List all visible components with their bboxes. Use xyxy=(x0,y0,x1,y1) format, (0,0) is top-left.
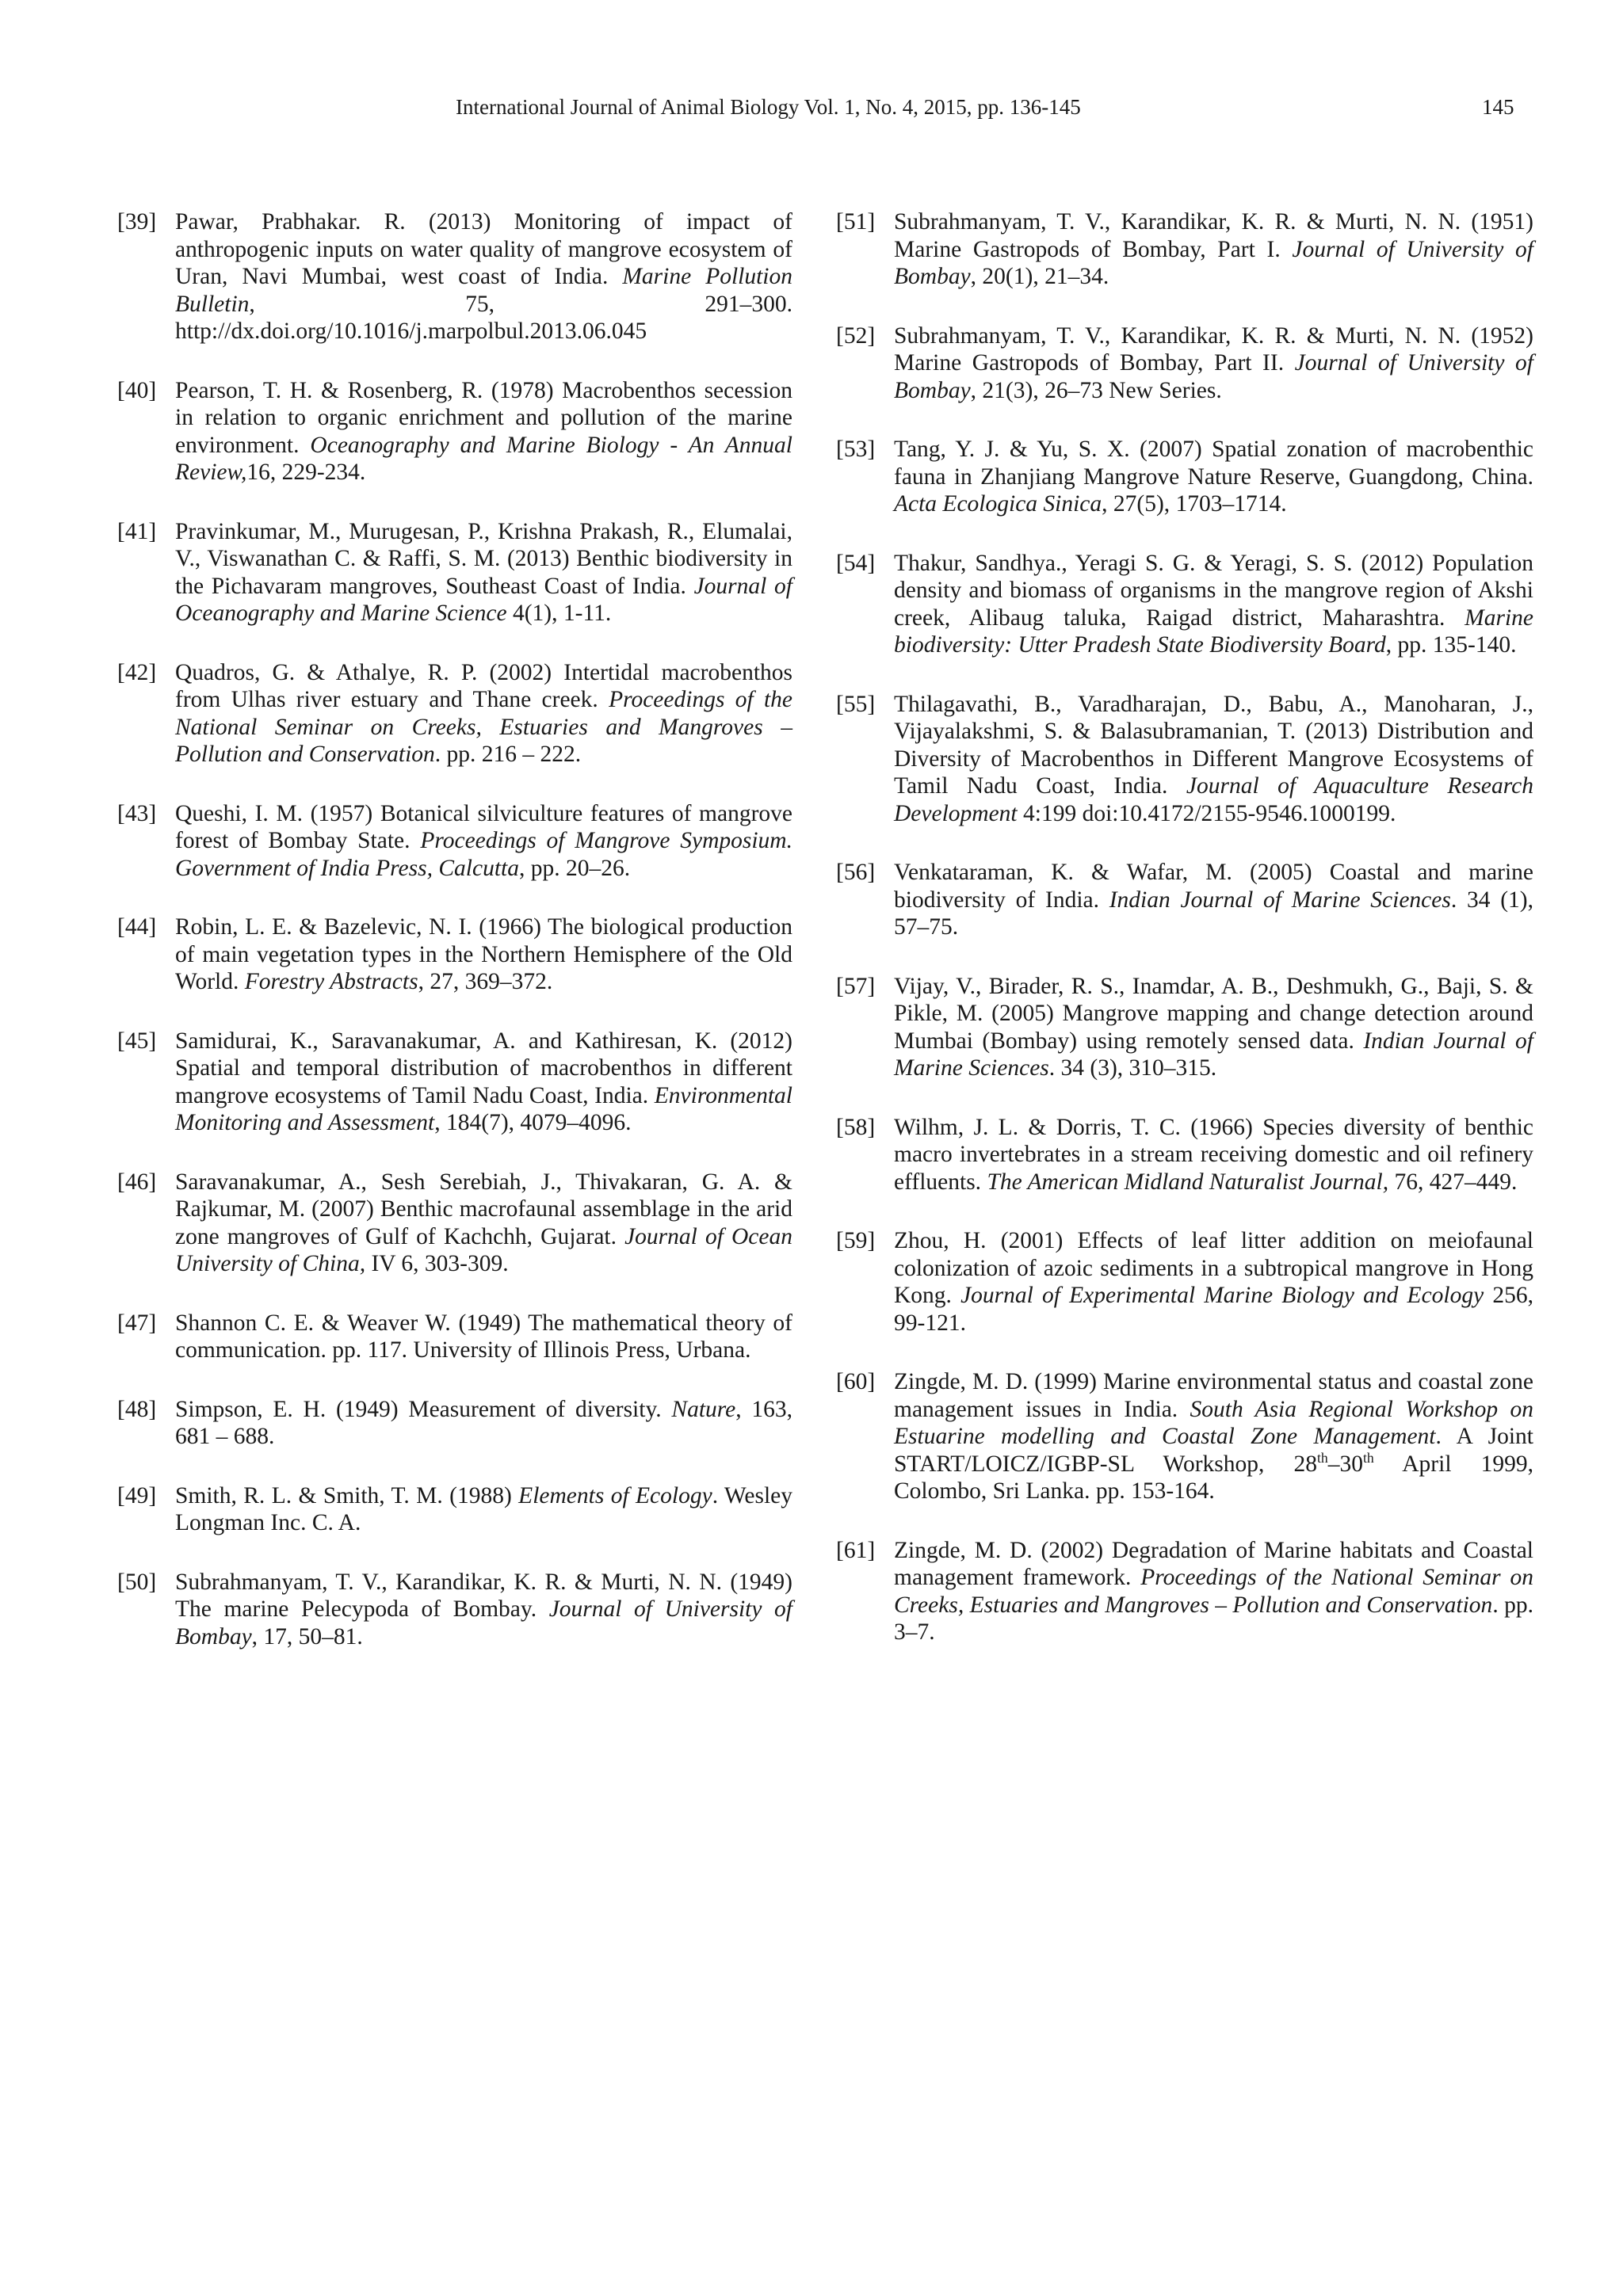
page-number: 145 xyxy=(1482,95,1514,119)
reference-number: [44] xyxy=(117,914,157,940)
reference-number: [60] xyxy=(836,1369,876,1394)
reference-number: [49] xyxy=(117,1482,157,1508)
reference-number: [48] xyxy=(117,1396,157,1422)
reference-number: [47] xyxy=(117,1310,157,1336)
reference-50: [50] Subrahmanyam, T. V., Karandikar, K. R. & Murti, N. N. (1949) The marine Pelecypoda of Bombay. Journal of University of Bombay, 17, 50–81. xyxy=(117,1569,792,1650)
reference-number: [58] xyxy=(836,1114,876,1140)
reference-number: [40] xyxy=(117,377,157,403)
source-title: South Asia Regional Workshop on Estuarine modelling and Coastal Zone Management xyxy=(894,1396,1533,1449)
reference-48: [48] Simpson, E. H. (1949) Measurement of diversity. Nature, 163, 681 – 688. xyxy=(117,1396,792,1449)
reference-40: [40] Pearson, T. H. & Rosenberg, R. (1978) Macrobenthos secession in relation to organic enrichment and pollution of the marine environment. Oceanography and Marine Biology - An Annual Review,16, 229-234. xyxy=(117,377,792,485)
reference-60: [60] Zingde, M. D. (1999) Marine environmental status and coastal zone management issues in India. South Asia Regional Workshop on Estuarine modelling and Coastal Zone Management. A Joint START/LOICZ/IGBP-SL Workshop, 28th–30th April 1999, Colombo, Sri Lanka. pp. 153-164. xyxy=(836,1369,1534,1504)
reference-49: [49] Smith, R. L. & Smith, T. M. (1988) Elements of Ecology. Wesley Longman Inc. C. A. xyxy=(117,1482,793,1535)
source-title: Elements of Ecology xyxy=(518,1482,712,1508)
source-title: Journal of Oceanography and Marine Science xyxy=(175,573,792,626)
source-title: Proceedings of the National Seminar on Creeks, Estuaries and Mangroves – Pollution and Conservation xyxy=(175,687,792,767)
reference-52: [52] Subrahmanyam, T. V., Karandikar, K. R. & Murti, N. N. (1952) Marine Gastropods of Bombay, Part II. Journal of University of Bombay, 21(3), 26–73 New Series. xyxy=(836,322,1533,403)
source-title: The American Midland Naturalist Journal, xyxy=(987,1169,1389,1195)
reference-number: [43] xyxy=(117,800,157,826)
reference-54: [54] Thakur, Sandhya., Yeragi S. G. & Yeragi, S. S. (2012) Population density and biomass of organisms in the mangrove region of Akshi creek, Alibaug taluka, Raigad district, Maharashtra. Marine biodiversity: Utter Pradesh State Biodiversity Board, pp. 135-140. xyxy=(836,550,1533,658)
reference-45: [45] Samidurai, K., Saravanakumar, A. and Kathiresan, K. (2012) Spatial and temporal distribution of macrobenthos in different mangrove ecosystems of Tamil Nadu Coast, India. Environmental Monitoring and Assessment, 184(7), 4079–4096. xyxy=(117,1028,792,1135)
reference-44: [44] Robin, L. E. & Bazelevic, N. I. (1966) The biological production of main vegetation types in the Northern Hemisphere of the Old World. Forestry Abstracts, 27, 369–372. xyxy=(117,914,792,994)
reference-number: [39] xyxy=(117,209,157,235)
reference-number: [45] xyxy=(117,1028,157,1054)
reference-number: [56] xyxy=(836,860,876,885)
reference-39: [39] Pawar, Prabhakar. R. (2013) Monitoring of impact of anthropogenic inputs on water quality of mangrove ecosystem of Uran, Navi Mumbai, west coast of India. Marine Pollution Bulletin, 75, 291–300. http://dx.doi.org/10.1016/j.marpolbul.2013.06.045 xyxy=(117,209,792,344)
source-title: Acta Ecologica Sinica xyxy=(894,491,1102,517)
reference-number: [52] xyxy=(836,322,876,349)
source-title: Journal of Aquaculture Research Development xyxy=(894,773,1533,826)
reference-number: [53] xyxy=(836,437,876,462)
reference-55: [55] Thilagavathi, B., Varadharajan, D., Babu, A., Manoharan, J., Vijayalakshmi, S. & Balasubramanian, T. (2013) Distribution and Diversity of Macrobenthos in Different Mangrove Ecosystems of Tamil Nadu Coast, India. Journal of Aquaculture Research Development 4:199 doi:10.4172/2155-9546.1000199. xyxy=(836,691,1533,826)
reference-number: [54] xyxy=(836,550,876,576)
source-title: Journal of University of Bombay xyxy=(894,350,1533,403)
reference-51: [51] Subrahmanyam, T. V., Karandikar, K. R. & Murti, N. N. (1951) Marine Gastropods of Bombay, Part I. Journal of University of Bombay, 20(1), 21–34. xyxy=(836,209,1533,289)
reference-58: [58] Wilhm, J. L. & Dorris, T. C. (1966) Species diversity of benthic macro invertebrates in a stream receiving domestic and oil refinery effluents. The American Midland Naturalist Journal, 76, 427–449. xyxy=(836,1114,1533,1195)
source-title: Oceanography and Marine Biology - An Annual Review, xyxy=(175,432,792,485)
reference-46: [46] Saravanakumar, A., Sesh Serebiah, J., Thivakaran, G. A. & Rajkumar, M. (2007) Benthic macrofaunal assemblage in the arid zone mangroves of Gulf of Kachchh, Gujarat. Journal of Ocean University of China, IV 6, 303-309. xyxy=(117,1169,792,1276)
source-title: Proceedings of the National Seminar on Creeks, Estuaries and Mangroves – Pollution and Conservation xyxy=(894,1565,1534,1618)
reference-43: [43] Queshi, I. M. (1957) Botanical silviculture features of mangrove forest of Bombay State. Proceedings of Mangrove Symposium. Government of India Press, Calcutta, pp. 20–26. xyxy=(117,800,792,881)
reference-number: [46] xyxy=(117,1169,157,1195)
reference-61: [61] Zingde, M. D. (2002) Degradation of Marine habitats and Coastal management framework. Proceedings of the National Seminar on Creeks, Estuaries and Mangroves – Pollution and Conservation. pp. 3–7. xyxy=(836,1537,1534,1645)
reference-41: [41] Pravinkumar, M., Murugesan, P., Krishna Prakash, R., Elumalai, V., Viswanathan C. & Raffi, S. M. (2013) Benthic biodiversity in the Pichavaram mangroves, Southeast Coast of India. Journal of Oceanography and Marine Science 4(1), 1-11. xyxy=(117,518,792,626)
reference-56: [56] Venkataraman, K. & Wafar, M. (2005) Coastal and marine biodiversity of India. Indian Journal of Marine Sciences. 34 (1), 57–75. xyxy=(836,860,1533,940)
reference-59: [59] Zhou, H. (2001) Effects of leaf litter addition on meiofaunal colonization of azoic sediments in a subtropical mangrove in Hong Kong. Journal of Experimental Marine Biology and Ecology 256, 99-121. xyxy=(836,1228,1534,1336)
source-title: Marine Pollution Bulletin xyxy=(175,264,792,317)
reference-number: [59] xyxy=(836,1228,876,1253)
reference-number: [61] xyxy=(836,1537,876,1563)
source-title: Indian Journal of Marine Sciences xyxy=(894,1028,1533,1081)
reference-number: [50] xyxy=(117,1569,157,1595)
source-title: Journal of Ocean University of China, xyxy=(175,1223,792,1276)
source-title: Proceedings of Mangrove Symposium. Government of India Press, Calcutta xyxy=(175,828,792,881)
reference-number: [41] xyxy=(117,518,157,544)
ordinal-suffix: th xyxy=(1363,1449,1374,1466)
reference-47: [47] Shannon C. E. & Weaver W. (1949) The mathematical theory of communication. pp. 117. University of Illinois Press, Urbana. xyxy=(117,1310,792,1363)
source-title: Indian Journal of Marine Sciences xyxy=(1109,887,1451,913)
references-left-column xyxy=(117,208,792,1682)
source-title: Environmental Monitoring and Assessment xyxy=(175,1082,792,1135)
source-title: Journal of University of Bombay xyxy=(894,236,1533,289)
reference-number: [55] xyxy=(836,691,876,717)
source-title: Nature xyxy=(671,1396,736,1422)
reference-number: [57] xyxy=(836,973,876,999)
source-title: Marine biodiversity: Utter Pradesh State Biodiversity Board xyxy=(894,605,1533,658)
reference-number: [51] xyxy=(836,209,876,235)
ordinal-suffix: th xyxy=(1316,1449,1328,1466)
reference-57: [57] Vijay, V., Birader, R. S., Inamdar, A. B., Deshmukh, G., Baji, S. & Pikle, M. (2005) Mangrove mapping and change detection around Mumbai (Bombay) using remotely sensed data. Indian Journal of Marine Sciences. 34 (3), 310–315. xyxy=(836,973,1533,1081)
source-title: Forestry Abstracts xyxy=(244,969,418,994)
source-title: Journal of University of Bombay xyxy=(175,1596,792,1650)
reference-53: [53] Tang, Y. J. & Yu, S. X. (2007) Spatial zonation of macrobenthic fauna in Zhanjiang Mangrove Nature Reserve, Guangdong, China. Acta Ecologica Sinica, 27(5), 1703–1714. xyxy=(836,437,1533,517)
references-right-column xyxy=(836,208,1533,1678)
running-header xyxy=(0,95,1623,127)
reference-number: [42] xyxy=(117,659,157,685)
journal-citation: International Journal of Animal Biology Vol. 1, No. 4, 2015, pp. 136-145 xyxy=(456,95,1081,119)
source-title: Journal of Experimental Marine Biology and Ecology xyxy=(960,1283,1484,1308)
reference-42: [42] Quadros, G. & Athalye, R. P. (2002) Intertidal macrobenthos from Ulhas river estuary and Thane creek. Proceedings of the National Seminar on Creeks, Estuaries and Mangroves – Pollution and Conservation. pp. 216 – 222. xyxy=(117,659,792,767)
